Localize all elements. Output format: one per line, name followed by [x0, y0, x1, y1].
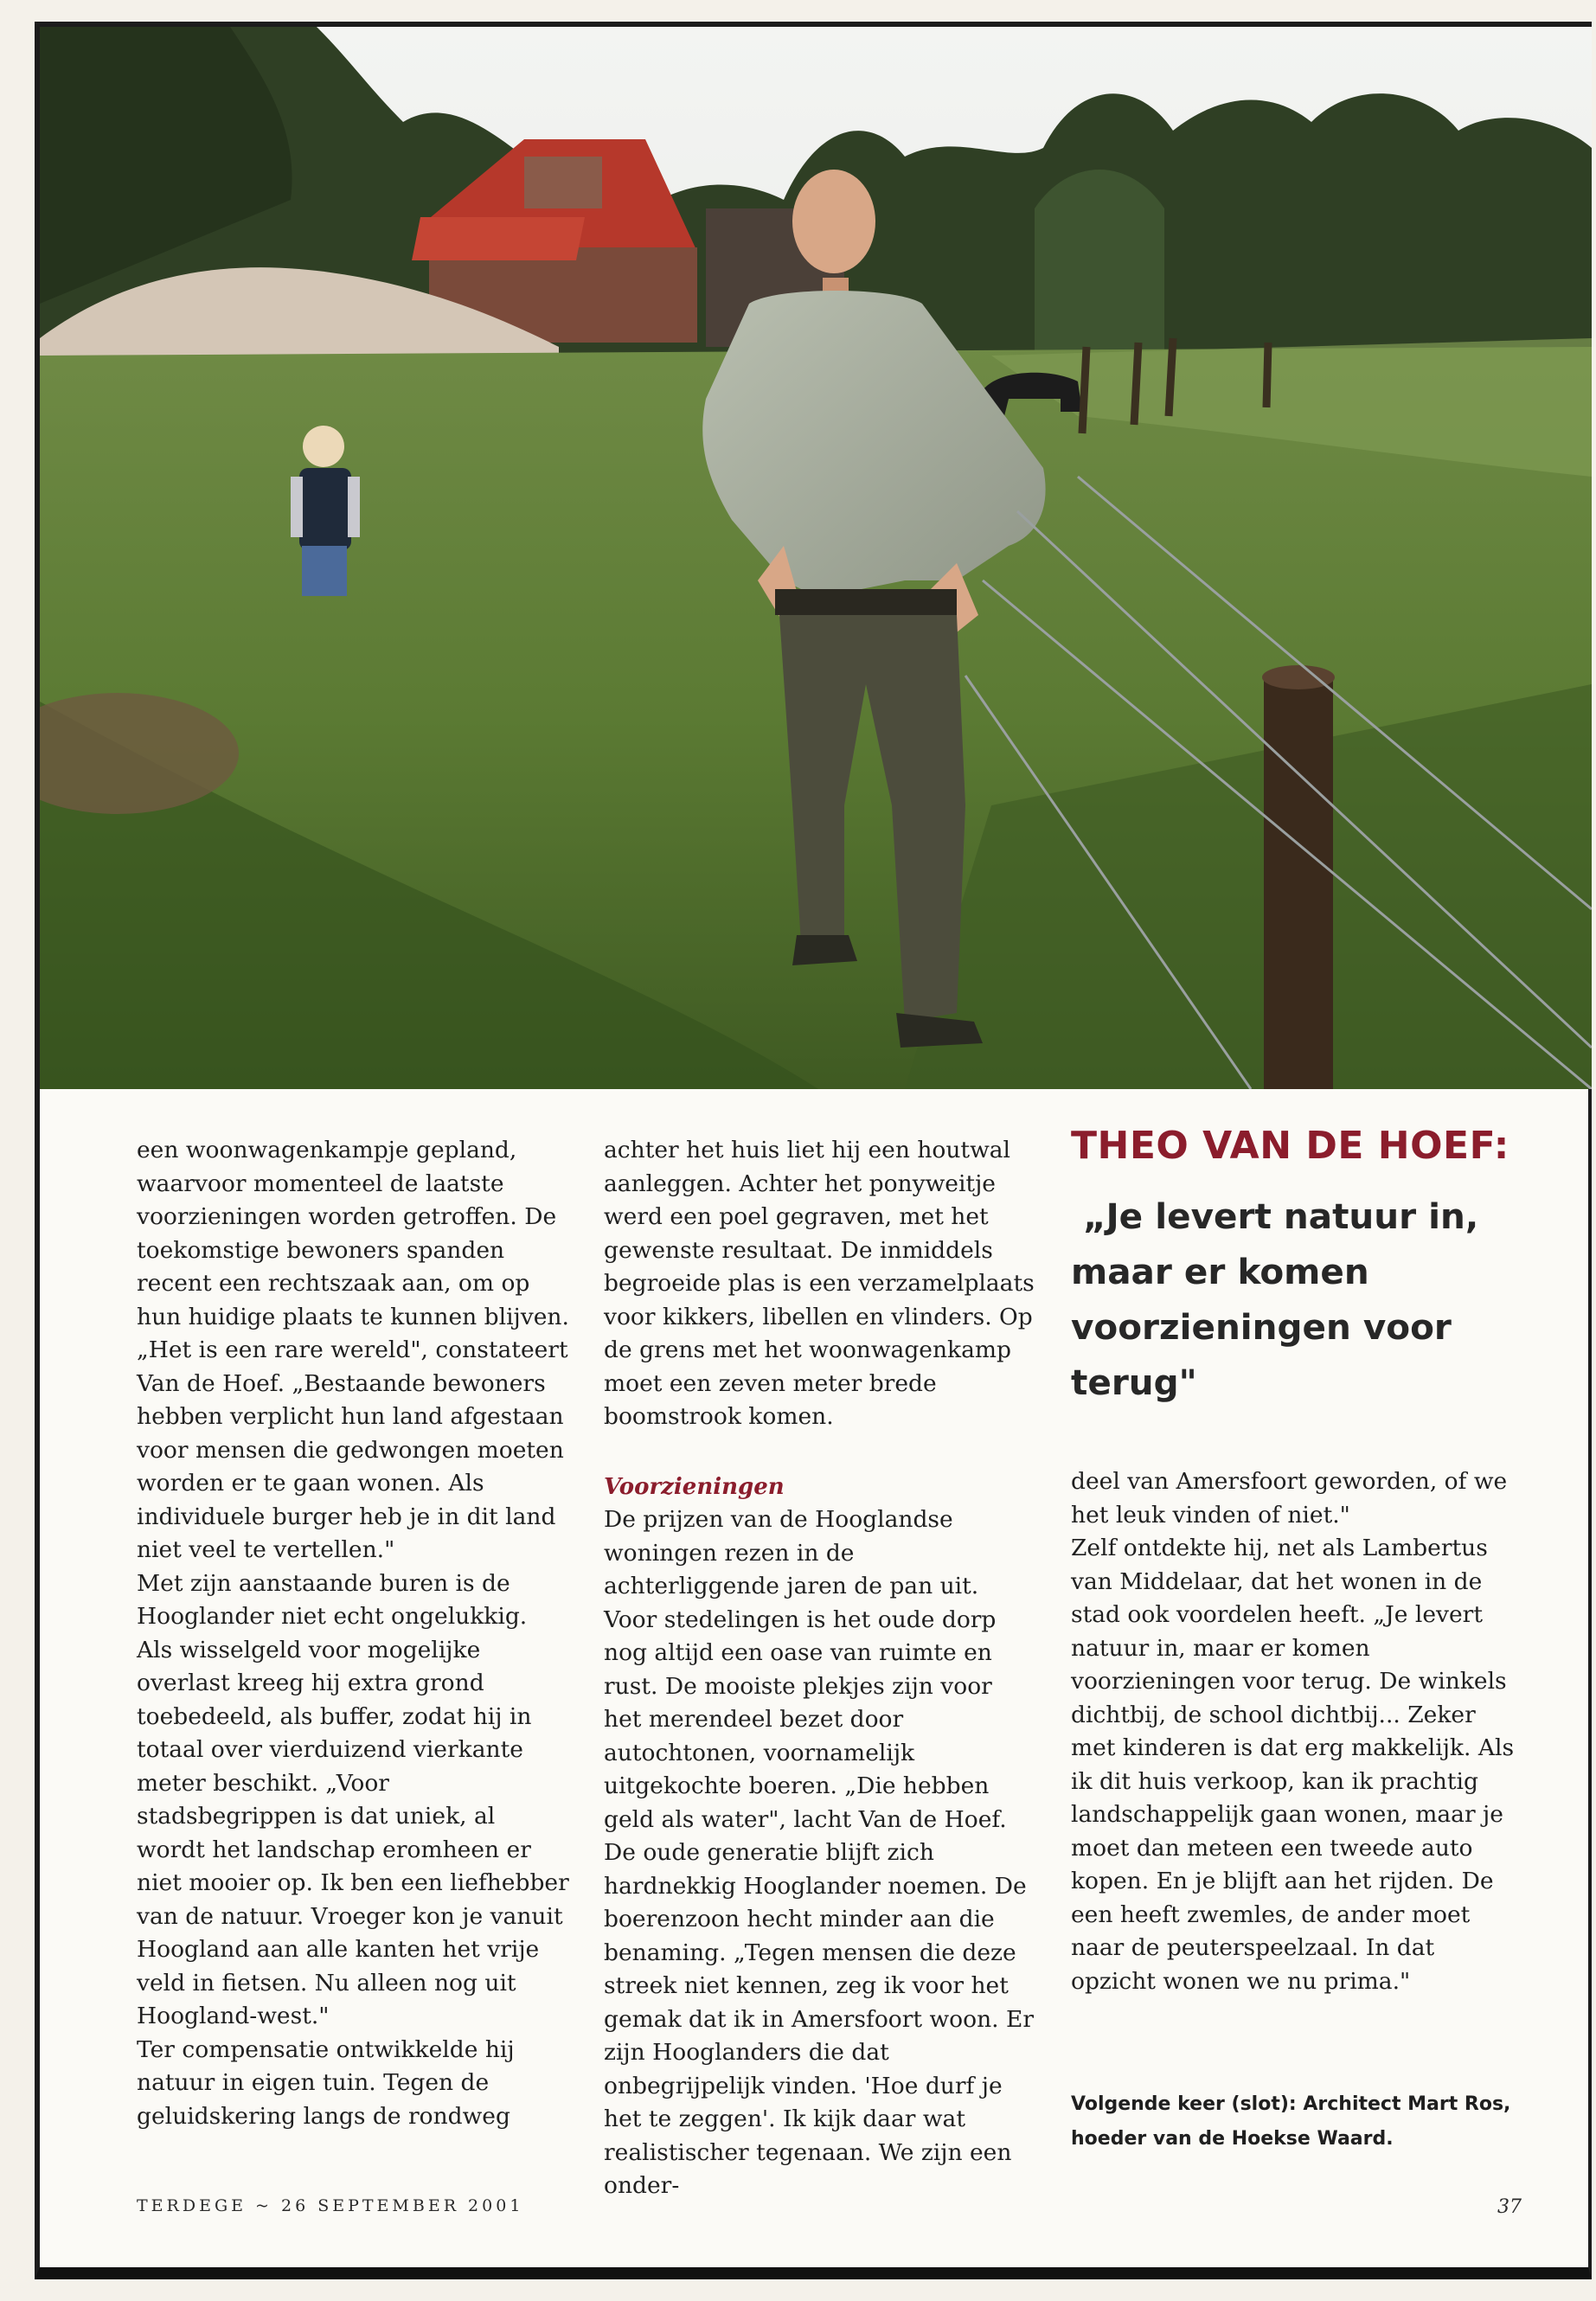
paragraph: een woonwagenkampje gepland, waarvoor momenteel de laatste voorzieningen worden getroffen. De toekomstige bewoners spanden recent een rechtszaak aan, om op hun huidige plaats te kunnen blijven. „Het is een rare wereld", constateert Van de Hoef. „Bestaande bewoners hebben verplicht hun land afgestaan voor mensen die gedwongen moeten worden er te gaan wonen. Als individuele burger heb je in dit land niet veel te vertellen."	[137, 1137, 569, 1563]
section-subheading: Voorzieningen	[604, 1473, 785, 1500]
paragraph: Met zijn aanstaande buren is de Hooglander niet echt ongelukkig. Als wisselgeld voor mogelijke overlast kreeg hij extra grond toebedeeld, als buffer, zodat hij in totaal over vierduizend vierkante meter beschikt. „Voor stadsbegrippen is dat uniek, al wordt het landschap eromheen er niet mooier op. Ik ben een liefhebber van de natuur. Vroeger kon je vanuit Hoogland aan alle kanten het vrije veld in fietsen. Nu alleen nog uit Hoogland-west."	[137, 1569, 569, 2029]
paragraph: achter het huis liet hij een houtwal aanleggen. Achter het ponyweitje werd een poel gegraven, met het gewenste resultaat. De inmiddels begroeide plas is een verzamelplaats voor kikkers, libellen en vlinders. Op de grens met het woonwagenkamp moet een zeven meter brede boomstrook komen.	[604, 1137, 1035, 1430]
article-column-1	[137, 1134, 569, 2133]
magazine-page	[35, 22, 1592, 2279]
publication-footer: TERDEGE ~ 26 SEPTEMBER 2001	[137, 2196, 524, 2215]
article-column-2	[604, 1134, 1036, 2203]
paragraph: De prijzen van de Hooglandse woningen rezen in de achterliggende jaren de pan uit. Voor stedelingen is het oude dorp nog altijd een oase van ruimte en rust. De mooiste plekjes zijn voor het merendeel bezet door autochtonen, voornamelijk uitgekochte boeren. „Die hebben geld als water", lacht Van de Hoef. De oude generatie blijft zich hardnekkig Hooglander noemen. De boerenzoon hecht minder aan die benaming. „Tegen mensen die deze streek niet kennen, zeg ik voor het gemak dat ik in Amersfoort woon. Er zijn Hooglanders die dat onbegrijpelijk vinden. 'Hoe durf je het te zeggen'. Ik kijk daar wat realistischer tegenaan. We zijn een onder-	[604, 1506, 1035, 2199]
page-number: 37	[1497, 2196, 1522, 2218]
paragraph: Zelf ontdekte hij, net als Lambertus van Middelaar, dat het wonen in de stad ook voordelen heeft. „Je levert natuur in, maar er komen voorzieningen voor terug. De winkels dichtbij, de school dichtbij... Zeker met kinderen is dat erg makkelijk. Als ik dit huis verkoop, kan ik prachtig landschappelijk gaan wonen, maar je moet dan meteen een tweede auto kopen. En je blijft aan het rijden. De een heeft zwemles, de ander moet naar de peuterspeelzaal. In dat opzicht wonen we nu prima."	[1071, 1535, 1515, 1995]
next-issue-note: Volgende keer (slot): Architect Mart Ros, hoeder van de Hoekse Waard.	[1071, 2093, 1511, 2150]
article-column-3	[1071, 1465, 1521, 1998]
headline-quote-rest: maar er komen voorzieningen voor terug"	[1071, 1251, 1452, 1403]
headline-quote-line-1: „Je levert natuur in,	[1083, 1195, 1479, 1237]
headline-quote	[1071, 1189, 1555, 1410]
paragraph: deel van Amersfoort geworden, of we het leuk vinden of niet."	[1071, 1468, 1508, 1529]
headline-name: THEO VAN DE HOEF:	[1071, 1124, 1509, 1168]
paragraph: Ter compensatie ontwikkelde hij natuur in eigen tuin. Tegen de geluidskering langs de rondweg	[137, 2035, 515, 2130]
article-photo	[40, 27, 1592, 1089]
